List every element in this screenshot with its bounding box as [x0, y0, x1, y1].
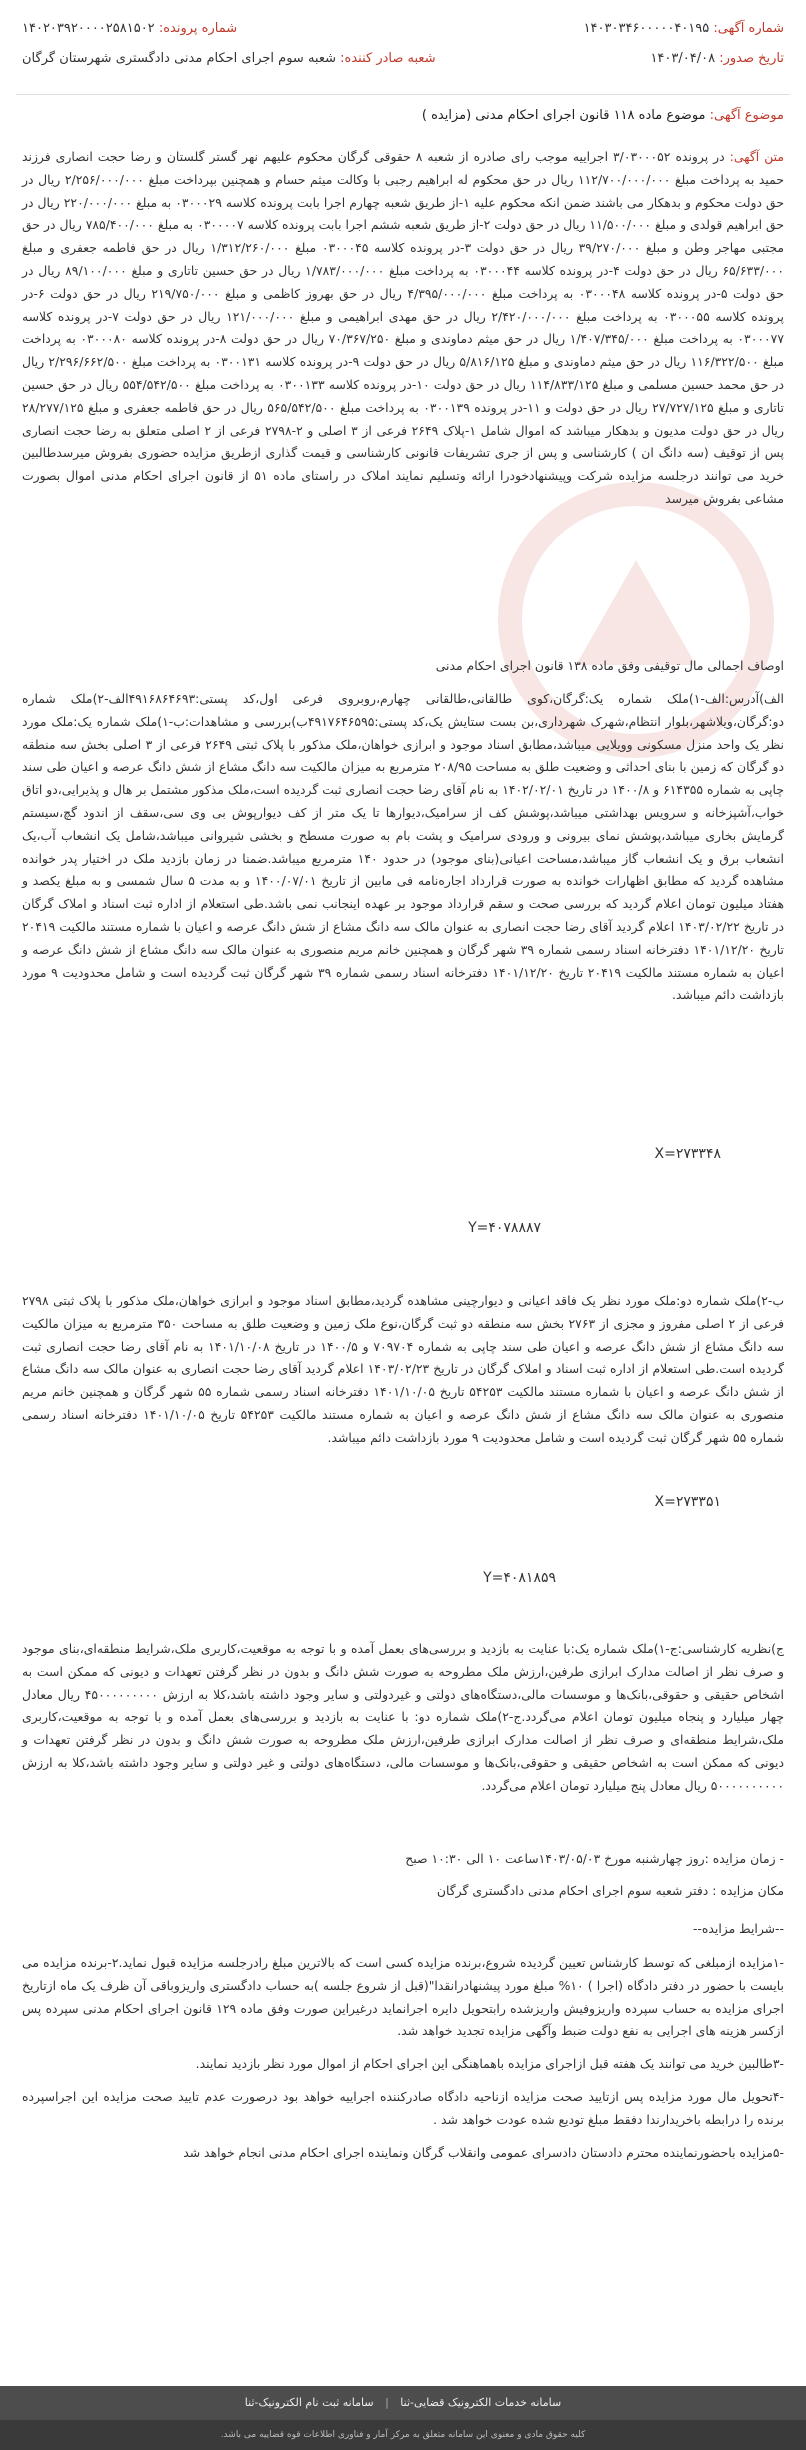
- issuing-branch: شعبه صادر کننده: شعبه سوم اجرای احکام مدنی دادگستری شهرستان گرگان: [22, 51, 436, 66]
- property-two-description: ب-۲)ملک شماره دو:ملک مورد نظر یک فاقد اعیانی و دیوارچینی مشاهده گردید،مطابق اسناد موجود و ابرازی خواهان،ملک مذکور با پلاک ثبتی ۲۷۹۸ فرعی از ۲ اصلی مفروز و مجزی از ۲۷۶۳ بخش سه منطقه دو ثبت گرگان،نوع ملک زمین و وضعیت طلق به مساحت ۳۵۰ مترمربع به میزان مالکیت سه دانگ مشاع از شش دانگ عرصه و اعیان طی سند چاپی به شماره ۷۰۹۷۰۴ و ۱۴۰۰/۵ در تاریخ ۱۴۰۱/۱۰/۰۸ به نام آقای رضا حجت انصاری ثبت گردیده است.طی استعلام از اداره ثبت اسناد و املاک گرگان در تاریخ ۱۴۰۳/۰۲/۲۳ اعلام گردید آقای رضا حجت انصاری به عنوان مالک سه دانگ مشاع از شش دانگ عرصه و اعیان با شماره مستند مالکیت ۵۴۲۵۳ تاریخ ۱۴۰۱/۱۰/۰۵ دفترخانه اسناد رسمی شماره ۵۵ شهر گرگان و همچنین خانم مریم منصوری به عنوان مالک سه دانگ مشاع از شش دانگ عرصه و اعیان به شماره مستند مالکیت ۵۴۲۵۳ تاریخ ۱۴۰۱/۱۰/۰۵ دفترخانه اسناد رسمی شماره ۵۵ شهر گرگان ثبت گردیده است و شامل محدودیت ۹ مورد بازداشت دائم میباشد.: [22, 1293, 784, 1445]
- coordinate-x-1: X=۲۷۳۳۴۸: [654, 1146, 721, 1162]
- header-divider: [16, 94, 790, 95]
- auction-time: - زمان مزایده :روز چهارشنبه مورخ ۱۴۰۳/۰۵/۰۳ساعت ۱۰ الی ۱۰:۳۰ صبح: [405, 1851, 784, 1866]
- auction-conditions: [22, 1952, 784, 2174]
- ad-number: شماره آگهی: ۱۴۰۳۰۳۴۶۰۰۰۰۰۴۰۱۹۵: [583, 21, 784, 36]
- conditions-heading: --شرایط مزایده--: [692, 1921, 784, 1936]
- issue-date: تاریخ صدور: ۱۴۰۳/۰۴/۰۸: [650, 51, 784, 66]
- summary-heading: اوصاف اجمالی مال توقیفی وفق ماده ۱۳۸ قانون اجرای احکام مدنی: [435, 658, 784, 673]
- coordinate-x-2: X=۲۷۳۳۵۱: [654, 1494, 721, 1510]
- condition-item: -۱مزایده ازمبلغی که توسط کارشناس تعیین گردیده شروع،برنده مزایده کسی است که بالاترین مبلغ رادرجلسه مزایده قبول نماید.۲-برنده مزایده می بایست با حضور در دفتر دادگاه (اجرا ) ۱۰% مبلغ مورد پیشنهادرانقدا"(قبل از شروع جلسه )به حساب دادگستری واریزوباقی آن ظرف یک ماه ازتاریخ اجرای مزایده به حساب سپرده واریزوفیش واریزشده رابتحویل دایره اجرانماید درغیراین صورت وفق ماده ۱۲۹ قانون اجرای احکام مدنی سپرده پس ازکسر هزینه های اجرایی به نفع دولت ضبط وآگهی مزایده تجدید خواهد شد.: [22, 1955, 785, 2039]
- condition-item: -۴تحویل مال مورد مزایده پس ازتایید صحت مزایده ازناحیه دادگاه صادرکننده اجراییه خواهد بود درصورت عدم تایید صحت مزایده این اجراسپرده برنده را درابطه باخریدارندا دفقط مبلغ تودیع شده عودت خواهد شد .: [22, 2088, 784, 2127]
- sana-services-link[interactable]: سامانه خدمات الکترونیک قضایی-ثنا: [400, 2396, 562, 2409]
- notice-main-text: متن آگهی: در پرونده ۳/۰۳۰۰۰۵۲ اجراییه موجب رای صادره از شعبه ۸ حقوقی گرگان محکوم علیهم نهر گستر گلستان و رضا حجت انصاری فرزند حمید به پرداخت مبلغ ۱۱۲/۷۰۰/۰۰۰/۰۰۰ ریال در حق محکوم له ابراهیم رجبی با وکالت میثم حسام و همچنین بپرداخت مبلغ ۲/۲۵۶/۰۰۰/۰۰۰ ریال در حق دولت محکوم و بدهکار می باشند ضمن انکه محکوم علیه ۱-از طریق شعبه چهارم اجرا بابت پرونده کلاسه ۰۳۰۰۰۲۹ به مبلغ ۲۲۰/۰۰۰/۰۰۰ ریال در حق ابراهیم قولدی و مبلغ ۱۱/۵۰۰/۰۰۰ ریال در حق دولت ۲-از طریق شعبه ششم اجرا بابت پرونده کلاسه ۰۳۰۰۰۰۷ به مبلغ ۷۸۵/۴۰۰/۰۰۰ ریال در حق مجتبی مهاجر وطن و مبلغ ۳۹/۲۷۰/۰۰۰ ریال در حق دولت ۳-در پرونده کلاسه ۰۳۰۰۰۴۵ مبلغ ۱/۳۱۲/۲۶۰/۰۰۰ ریال در حق فاطمه جعفری و مبلغ ۶۵/۶۳۳/۰۰۰ ریال در حق دولت ۴-در پرونده کلاسه ۰۳۰۰۰۴۴ به پرداخت مبلغ ۱/۷۸۳/۰۰۰/۰۰۰ ریال در حق حسین تاتاری و مبلغ ۸۹/۱۰۰/۰۰۰ ریال در حق دولت ۵-در پرونده کلاسه ۰۳۰۰۰۴۸ به پرداخت مبلغ ۴/۳۹۵/۰۰۰/۰۰۰ ریال در حق بهروز کاظمی و مبلغ ۲۱۹/۷۵۰/۰۰۰ ریال در حق دولت ۶-در پرونده کلاسه ۰۳۰۰۰۵۵ به پرداخت مبلغ ۲/۴۲۰/۰۰۰/۰۰۰ ریال در حق مهدی ابراهیمی و مبلغ ۱۲۱/۰۰۰/۰۰۰ ریال در حق دولت ۷-در پرونده کلاسه ۰۳۰۰۰۷۷ به پرداخت مبلغ ۱/۴۰۷/۳۴۵/۰۰۰ ریال در حق میثم دماوندی و مبلغ ۷۰/۳۶۷/۲۵۰ ریال در حق دولت ۸-در پرونده کلاسه ۰۳۰۰۰۸۰ به پرداخت مبلغ ۱۱۶/۳۲۲/۵۰۰ ریال در حق میثم دماوندی و مبلغ ۵/۸۱۶/۱۲۵ ریال در حق دولت ۹-در پرونده کلاسه ۰۳۰۰۱۳۱ به پرداخت مبلغ ۲/۲۹۶/۶۶۲/۵۰۰ ریال در حق محمد حسین مسلمی و مبلغ ۱۱۴/۸۳۳/۱۲۵ ریال در حق دولت ۱۰-در پرونده کلاسه ۰۳۰۰۱۳۳ به پرداخت مبلغ ۵۵۴/۵۴۲/۵۰۰ ریال در حق حسین تاتاری و مبلغ ۲۷/۷۲۷/۱۲۵ ریال در حق دولت و ۱۱-در پرونده ۰۳۰۰۱۳۹ به پرداخت مبلغ ۵۶۵/۵۴۲/۵۰۰ ریال در حق فاطمه جعفری و مبلغ ۲۸/۲۷۷/۱۲۵ ریال در حق دولت مدیون و بدهکار میباشد که اموال شامل ۱-پلاک ۲۶۴۹ فرعی از ۳ اصلی و ۲-۲۷۹۸ فرعی از ۲ اصلی متعلق به رضا حجت انصاری پس از توقیف (سه دانگ ان ) کارشناسی و پس از جری تشریفات قانونی کارشناسی و قیمت گذاری ازطریق مزایده حضوری بفروش میرسدطالبین خرید می توانند درجلسه مزایده شرکت وپیشنهادخودرا ارائه وتسلیم نمایند املاک در راستای ماده ۵۱ از قانون اجرای احکام مدنی اموال بصورت مشاعی بفروش میرسد: [22, 149, 785, 506]
- notice-header: [22, 14, 784, 74]
- footer-links: [0, 2386, 806, 2420]
- sana-registration-link[interactable]: سامانه ثبت نام الکترونیک-ثنا: [244, 2396, 374, 2409]
- expert-opinion: ج)نظریه کارشناسی:ج-۱)ملک شماره یک:با عنایت به بازدید و بررسی‌های بعمل آمده و با توجه به موقعیت،کاربری ملک،شرایط منطقه‌ای،بنای موجود و صرف نظر از اصالت مدارک ابرازی طرفین،ارزش ملک مطروحه به صورت شش دانگ و بدون در نظر گرفتن تعهدات و دیونی که ممکن است به اشخاص حقیقی و حقوقی،بانک‌ها و موسسات مالی،دستگاه‌های دولتی و غیردولتی و سایر وجود داشته باشد،کلا به ارزش ۴۵۰۰۰۰۰۰۰۰۰ ریال معادل چهار میلیارد و پنجاه میلیون تومان اعلام می‌گردد.ج-۲)ملک شماره دو: با عنایت به بازدید و بررسی‌های بعمل آمده و با توجه به موقعیت،کاربری ملک،شرایط منطقه‌ای و صرف نظر از اصالت مدارک ابرازی طرفین،ارزش ملک مطروحه به صورت شش دانگ و بدون در نظر گرفتن تعهدات و دیونی که ممکن است به اشخاص حقیقی و حقوقی،بانک‌ها و موسسات مالی، دستگاه‌های دولتی و غیر دولتی و سایر وجود داشته باشد،کلا به ارزش ۵۰۰۰۰۰۰۰۰۰۰ ریال معادل پنج میلیارد تومان اعلام می‌گردد.: [22, 1641, 785, 1793]
- condition-item: -۵مزایده باحضورنماینده محترم دادستان دادسرای عمومی وانقلاب گرگان ونماینده اجرای احکام مدنی انجام خواهد شد: [183, 2144, 784, 2160]
- coordinate-y-2: Y=۴۰۸۱۸۵۹: [483, 1570, 556, 1586]
- footer-separator: |: [385, 2396, 389, 2409]
- auction-place: مکان مزایده : دفتر شعبه سوم اجرای احکام مدنی دادگستری گرگان: [436, 1883, 784, 1898]
- property-description: الف)آدرس:الف-۱)ملک شماره یک:گرگان،کوی طالقانی،طالقانی چهارم،روبروی فرعی اول،کد پستی:۴۹۱۶۸۶۴۶۹۳الف-۲)ملک شماره دو:گرگان،ویلاشهر،بلوار انتظام،شهرک شهرداری،بن بست ستایش یک،کد پستی:۴۹۱۷۶۴۶۵۹۵ب)بررسی و مشاهدات:ب-۱)ملک شماره یک:ملک مورد نظر یک واحد منزل مسکونی وویلایی میباشد،مطابق اسناد موجود و ابرازی خواهان،ملک مذکور با پلاک ثبتی ۲۶۴۹ فرعی از ۳ اصلی بخش سه منطقه دو گرگان که زمین با بنای احداثی و وضعیت طلق به مساحت ۲۰۸/۹۵ مترمربع به میزان مالکیت سه دانگ مشاع از شش دانگ عرصه و اعیان طی سند چاپی به شماره ۶۱۴۳۵۵ و ۱۴۰۰/۸ در تاریخ ۱۴۰۲/۰۲/۰۱ به نام آقای رضا حجت انصاری ثبت گردیده است،ملک مذکور مشتمل بر هال و پذیرایی،دو اتاق خواب،آشپزخانه و سرویس بهداشتی میباشد،پوشش کف از سرامیک،دیوارها تا یک متر از کف دیوارپوش بی وی سی،سقف از اندود گچ،سیستم گرمایش بخاری میباشد،پوشش نمای بیرونی و ورودی سرامیک و پشت بام به صورت مسطح و بخشی شیروانی میباشد،شامل یک انشعاب آب،یک انشعاب برق و یک انشعاب گاز میباشد،مساحت اعیانی(بنای موجود) در حدود ۱۴۰ مترمربع میباشد.ضمنا در زمان بازدید ملک در اختیار پدر خوانده مشاهده گردید که مطابق اظهارات خوانده به صورت قرارداد اجاره‌نامه فی مابین از تاریخ ۱۴۰۰/۰۷/۰۱ و به مدت ۵ سال شمسی و به مبلغ یکصد و هفتاد میلیون تومان اعلام گردید که بررسی صحت و سقم قرارداد موجود بر عهده اینجانب نمی باشد.طی استعلام از اداره ثبت اسناد و املاک گرگان در تاریخ ۱۴۰۳/۰۲/۲۲ اعلام گردید آقای رضا حجت انصاری به عنوان مالک سه دانگ مشاع از شش دانگ عرصه و اعیان با شماره مستند مالکیت ۲۰۴۱۹ تاریخ ۱۴۰۱/۱۲/۲۰ دفترخانه اسناد رسمی شماره ۳۹ شهر گرگان و همچنین خانم مریم منصوری به عنوان مالک سه دانگ مشاع از شش دانگ عرصه و اعیان به شماره مستند مالکیت ۲۰۴۱۹ تاریخ ۱۴۰۱/۱۲/۲۰ دفترخانه اسناد رسمی شماره ۳۹ شهر گرگان ثبت گردیده است و شامل محدودیت ۹ مورد بازداشت دائم میباشد.: [22, 691, 785, 1003]
- case-number: شماره پرونده: ۱۴۰۲۰۳۹۲۰۰۰۰۲۵۸۱۵۰۲: [22, 21, 238, 36]
- condition-item: -۳طالبین خرید می توانند یک هفته قبل ازاجرای مزایده باهماهنگی این اجرای احکام از اموال مورد نظر بازدید نمایند.: [195, 2056, 784, 2072]
- notice-subject: موضوع آگهی: موضوع ماده ۱۱۸ قانون اجرای احکام مدنی (مزایده ): [421, 108, 784, 123]
- footer-copyright: کلیه حقوق مادی و معنوی این سامانه متعلق به مرکز آمار و فناوری اطلاعات قوه قضاییه می باشد.: [0, 2420, 806, 2450]
- coordinate-y-1: Y=۴۰۷۸۸۸۷: [468, 1220, 541, 1236]
